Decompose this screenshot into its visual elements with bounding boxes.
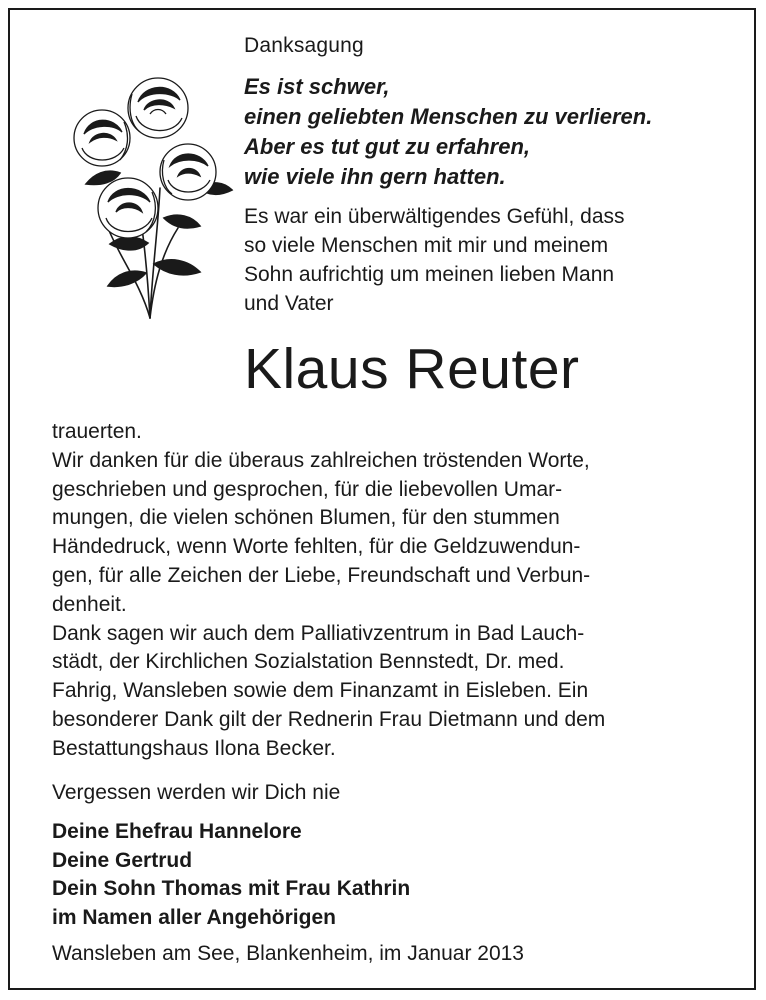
quote: Es ist schwer, einen geliebten Menschen zu verlieren. Aber es tut gut zu erfahren, wie viele ihn gern hatten. <box>244 74 653 189</box>
roses-bouquet-icon <box>50 68 235 328</box>
deceased-name: Klaus Reuter <box>244 337 580 401</box>
body-text: trauerten. Wir danken für die überaus zahlreichen tröstenden Worte, geschrieben und gesprochen, für die liebevollen Umar- mungen, die vielen schönen Blumen, für den stummen Händedruck, wenn Worte fehlten, für die Geldzuwendun- gen, für alle Zeichen der Liebe, Freundschaft und Verbun- denheit. Dank sagen wir auch dem Palliativzentrum in Bad Lauch- städt, der Kirchlichen Sozialstation Bennstedt, Dr. med. Fahrig, Wansleben sowie dem Finanzamt in Eisleben. Ein besonderer Dank gilt der Rednerin Frau Dietmann und dem Bestattungshaus Ilona Becker. <box>52 420 606 760</box>
place-date: Wansleben am See, Blankenheim, im Januar 2013 <box>52 942 524 965</box>
signatures: Deine Ehefrau Hannelore Deine Gertrud Dein Sohn Thomas mit Frau Kathrin im Namen aller Angehörigen <box>52 820 411 929</box>
closing-line: Vergessen werden wir Dich nie <box>52 781 341 804</box>
intro-text: Es war ein überwältigendes Gefühl, dass so viele Menschen mit mir und meinem Sohn aufrichtig um meinen lieben Mann und Vater <box>244 205 625 315</box>
heading: Danksagung <box>244 34 364 57</box>
obituary-notice <box>8 8 756 990</box>
